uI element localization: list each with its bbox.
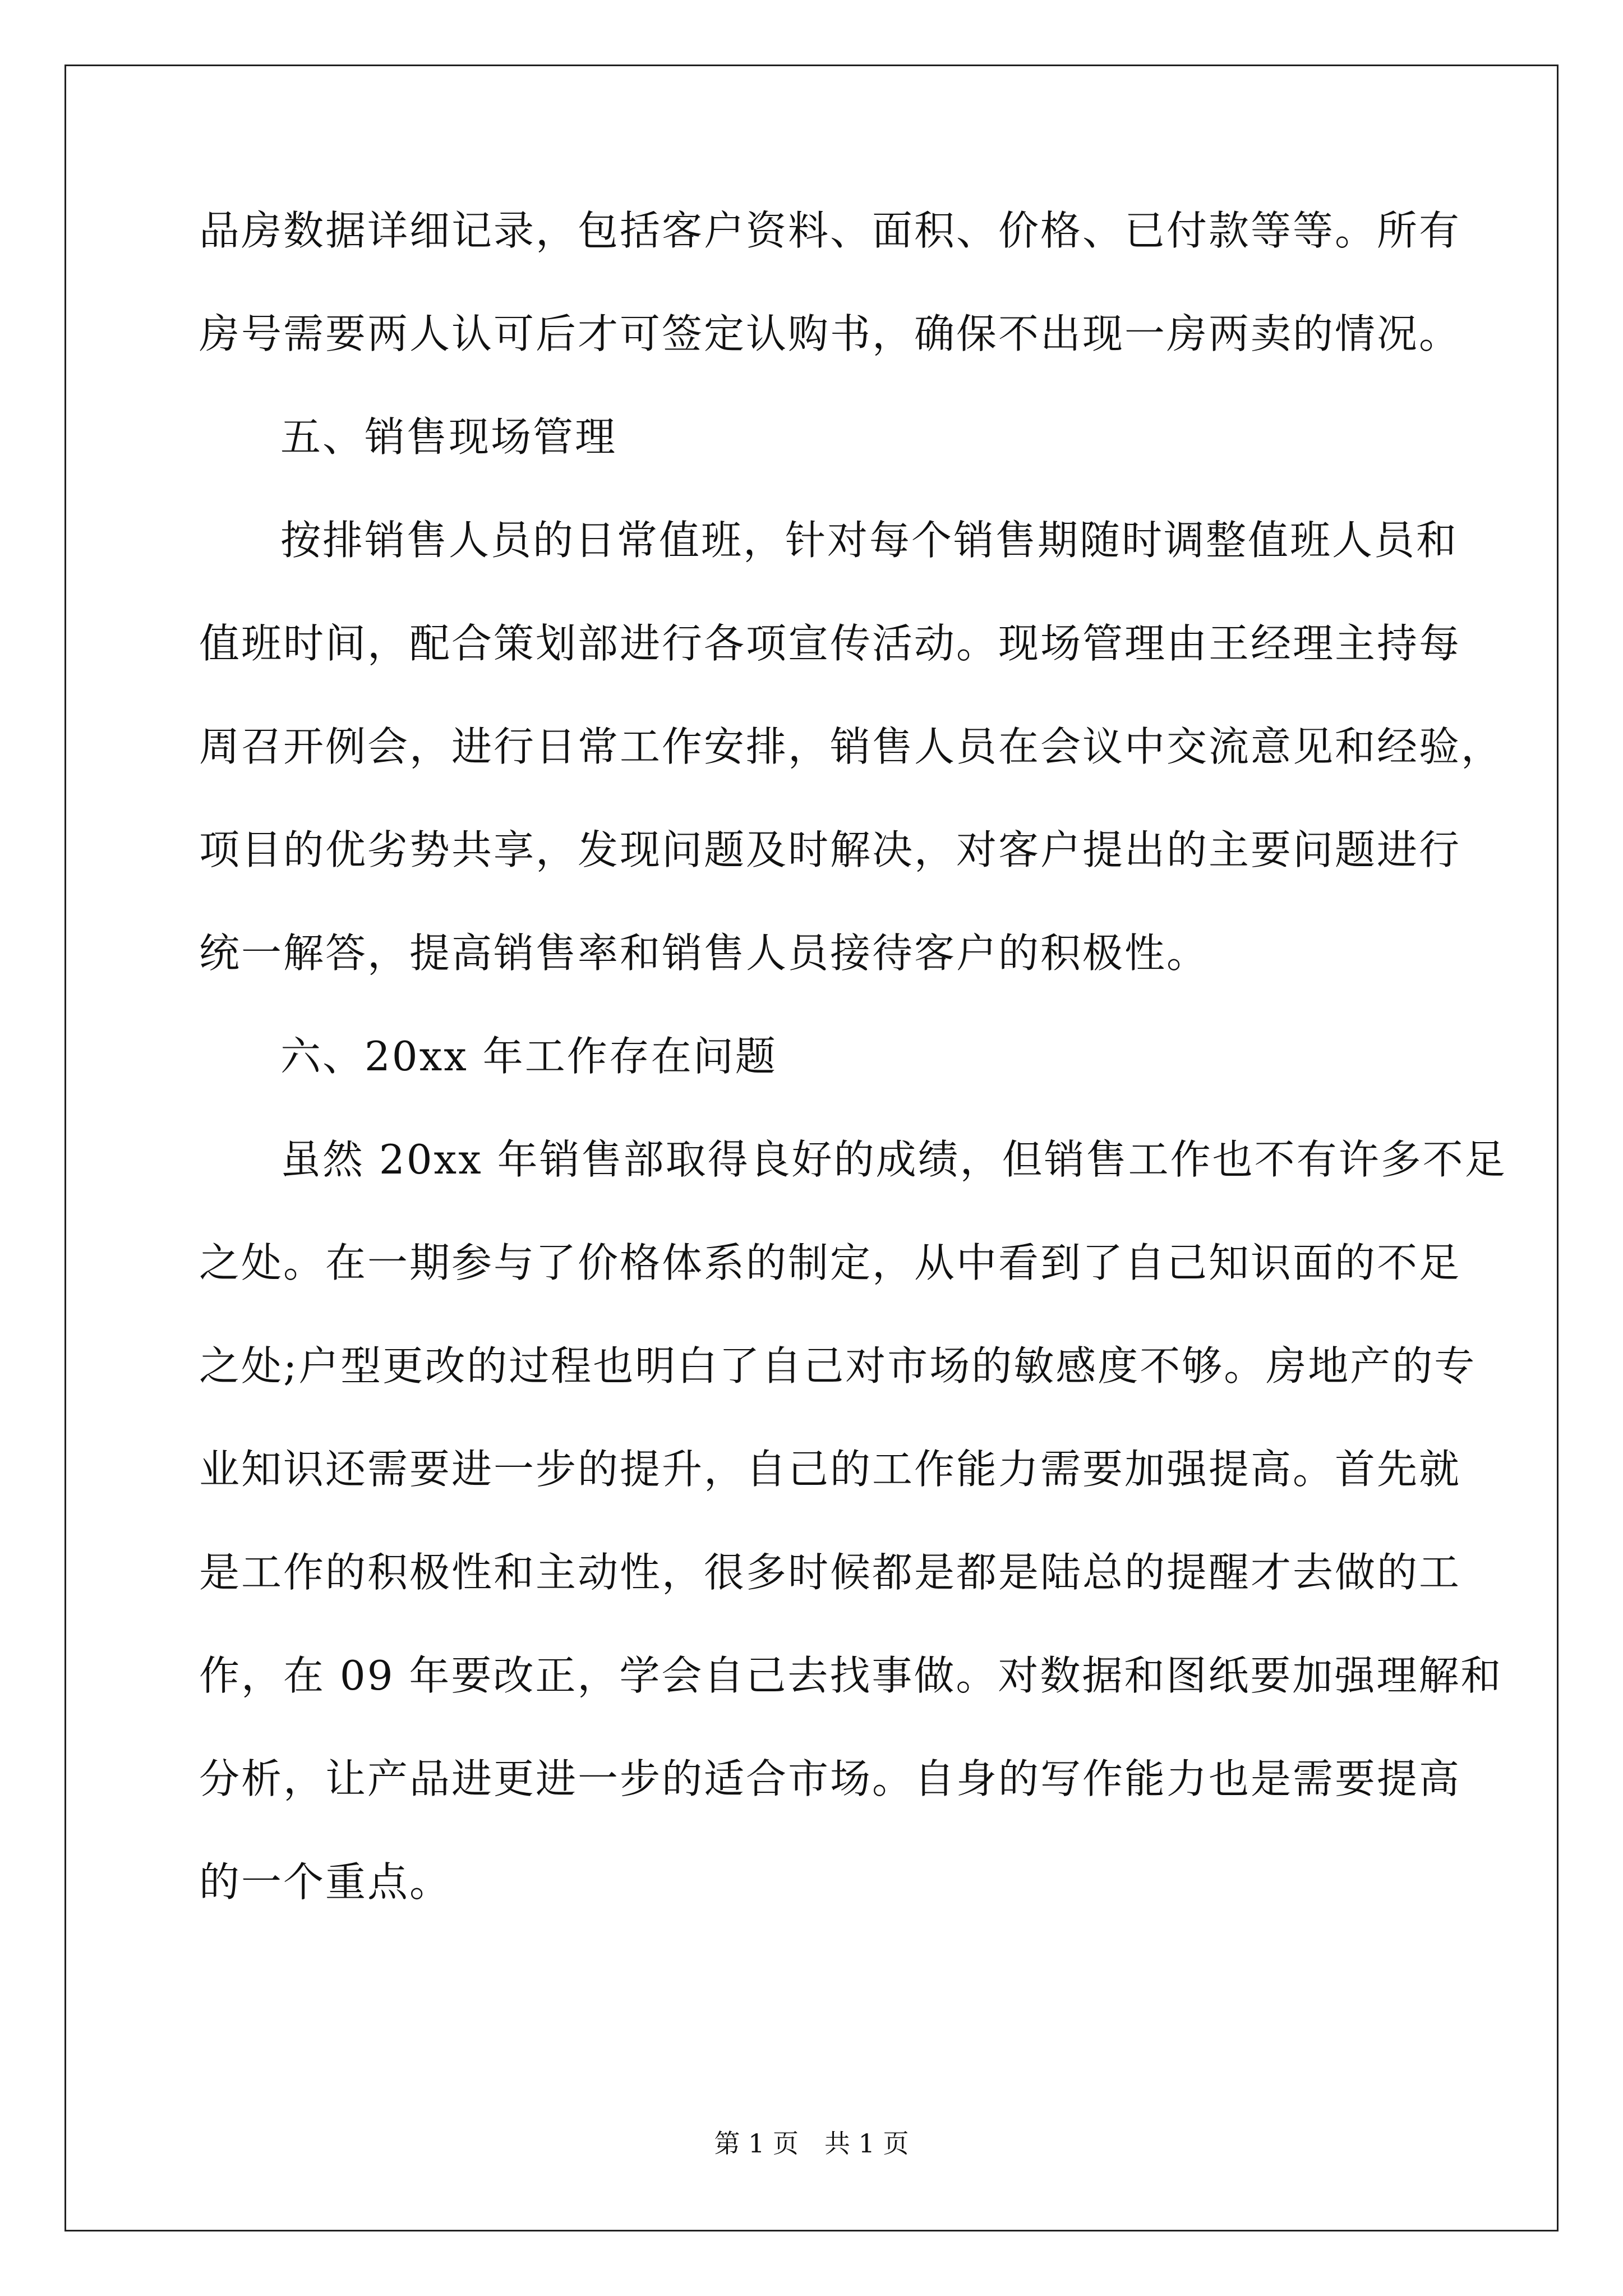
text-line: 项目的优劣势共享，发现问题及时解决，对客户提出的主要问题进行 (199, 826, 1461, 873)
section-heading: 六、20xx 年工作存在问题 (280, 1033, 777, 1080)
text-line: 按排销售人员的日常值班，针对每个销售期随时调整值班人员和 (280, 517, 1459, 564)
text-line: 分析，让产品进更进一步的适合市场。自身的写作能力也是需要提高 (199, 1755, 1461, 1802)
text-line: 业知识还需要进一步的提升，自己的工作能力需要加强提高。首先就 (199, 1446, 1461, 1493)
text-line: 之处。在一期参与了价格体系的制定，从中看到了自己知识面的不足 (199, 1239, 1461, 1286)
document-body (199, 207, 1507, 1965)
text-line: 作，在 09 年要改正，学会自己去找事做。对数据和图纸要加强理解和 (199, 1652, 1503, 1699)
text-line: 的一个重点。 (199, 1858, 452, 1906)
section-heading: 五、销售现场管理 (280, 413, 617, 461)
text-line: 是工作的积极性和主动性，很多时候都是都是陆总的提醒才去做的工 (199, 1549, 1461, 1596)
text-line: 虽然 20xx 年销售部取得良好的成绩，但销售工作也不有许多不足 (280, 1136, 1507, 1183)
text-line: 之处;户型更改的过程也明白了自己对市场的敏感度不够。房地产的专 (199, 1342, 1477, 1389)
text-line: 品房数据详细记录，包括客户资料、面积、价格、已付款等等。所有 (199, 207, 1461, 254)
text-line: 值班时间，配合策划部进行各项宣传活动。现场管理由王经理主持每 (199, 620, 1461, 667)
text-line: 周召开例会，进行日常工作安排，销售人员在会议中交流意见和经验， (199, 723, 1504, 770)
page-footer: 第 1 页 共 1 页 (714, 2128, 909, 2159)
text-line: 统一解答，提高销售率和销售人员接待客户的积极性。 (199, 930, 1209, 977)
text-line: 房号需要两人认可后才可签定认购书，确保不出现一房两卖的情况。 (199, 310, 1461, 357)
